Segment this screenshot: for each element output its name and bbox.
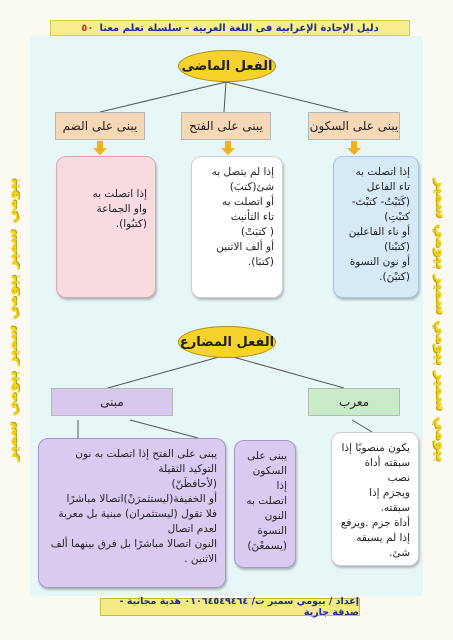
card-line: الاثنين .: [184, 553, 217, 565]
card-line: (كتبَا).: [247, 256, 274, 268]
card-line: أو ألف الاثنين: [216, 241, 274, 253]
card-line: شئ(كتبَ): [229, 181, 274, 193]
card-line: كتبْتِ): [384, 211, 410, 223]
card-line: (كَتَبْتُ- كتبْتَ-: [351, 196, 410, 208]
declinable-header: معرب: [308, 388, 400, 416]
card-line: اتصلت به: [246, 495, 287, 507]
card-line: (يسمعْنَ): [247, 540, 287, 552]
indeclinable-fath-card: [38, 438, 226, 588]
card-line: إذا لم يسبقه شئ.: [356, 532, 410, 559]
arrow-down-icon: [347, 141, 361, 155]
indeclinable-sukun-card: [234, 440, 296, 568]
card-line: تاء التأنيث: [230, 211, 274, 223]
card-line: (لأحافظَنّ): [171, 478, 217, 490]
card-line: أو نون النسوة: [349, 256, 410, 268]
present-verb-title: الفعل المضارع: [178, 326, 276, 358]
arrow-down-icon: [221, 141, 235, 155]
side-watermark-left: بيومي سمير بيومي سمير بيومي سمير: [2, 178, 20, 462]
card-line: سبقته أداة نصب: [364, 457, 410, 484]
card-line: (كتبُوا).: [115, 218, 147, 230]
card-line: تاء الفاعل: [366, 181, 410, 193]
declinable-card: [331, 432, 419, 566]
card-line: أو ناء الفاعلين: [348, 226, 410, 238]
side-watermark-right: بيومي سمير بيومي سمير بيومي سمير: [433, 178, 451, 462]
past-damm-header: يبنى على الضم: [55, 112, 145, 140]
arrow-down-icon: [93, 141, 107, 155]
card-line: ( كتبَتْ): [240, 226, 274, 238]
past-fath-header: يبنى على الفتح: [181, 112, 271, 140]
past-sukun-header: يبنى على السكون: [308, 112, 400, 140]
past-fath-card: [191, 156, 283, 298]
card-line: ويجزم إذا سبقته.: [369, 487, 410, 514]
page-number: ٥٠: [81, 22, 94, 34]
card-line: أو اتصلت به: [222, 196, 274, 208]
card-line: النون: [264, 510, 287, 522]
card-line: (كتبْنَ).: [379, 271, 410, 283]
card-line: أو الخفيفة(ليستثمرَنْ)اتصالا مباشرًا: [66, 493, 217, 505]
card-line: لعدم اتصال: [167, 523, 217, 535]
card-line: يبنى على الفتح إذا اتصلت به نون: [75, 448, 217, 460]
card-line: التوكيد الثقيلة: [158, 463, 217, 475]
card-line: أداة جزم .ويرفع: [340, 517, 410, 529]
card-line: (كتبْنا): [384, 241, 410, 253]
card-line: إذا اتصلت به: [92, 188, 147, 200]
footer-credit: إعداد / بيومي سمير ت/ ٠١٠٦٤٥٤٩٤٦٤ هدية مجانية - صدقة جارية: [100, 598, 360, 616]
past-sukun-card: [333, 156, 419, 298]
card-line: النون اتصالا مباشرًا بل فرق بينهما ألف: [50, 538, 217, 550]
header-title: دليل الإجادة الإعرابية فى اللغة العربية - سلسلة تعلم معنا: [99, 22, 379, 34]
card-line: فلا تقول (ليستثمران) مبنية بل معربة: [58, 508, 217, 520]
card-line: النسوة: [257, 525, 287, 537]
past-damm-card: [56, 156, 156, 298]
card-line: إذا اتصلت به: [355, 166, 410, 178]
card-line: يبنى على: [247, 450, 287, 462]
past-verb-title: الفعل الماضى: [178, 50, 276, 82]
indeclinable-header: مبنى: [51, 388, 173, 416]
card-line: واو الجماعة: [96, 203, 147, 215]
card-line: إذا لم يتصل به: [211, 166, 274, 178]
card-line: يكون منصوبًا إذا: [341, 442, 410, 454]
card-line: السكون إذا: [252, 465, 287, 492]
